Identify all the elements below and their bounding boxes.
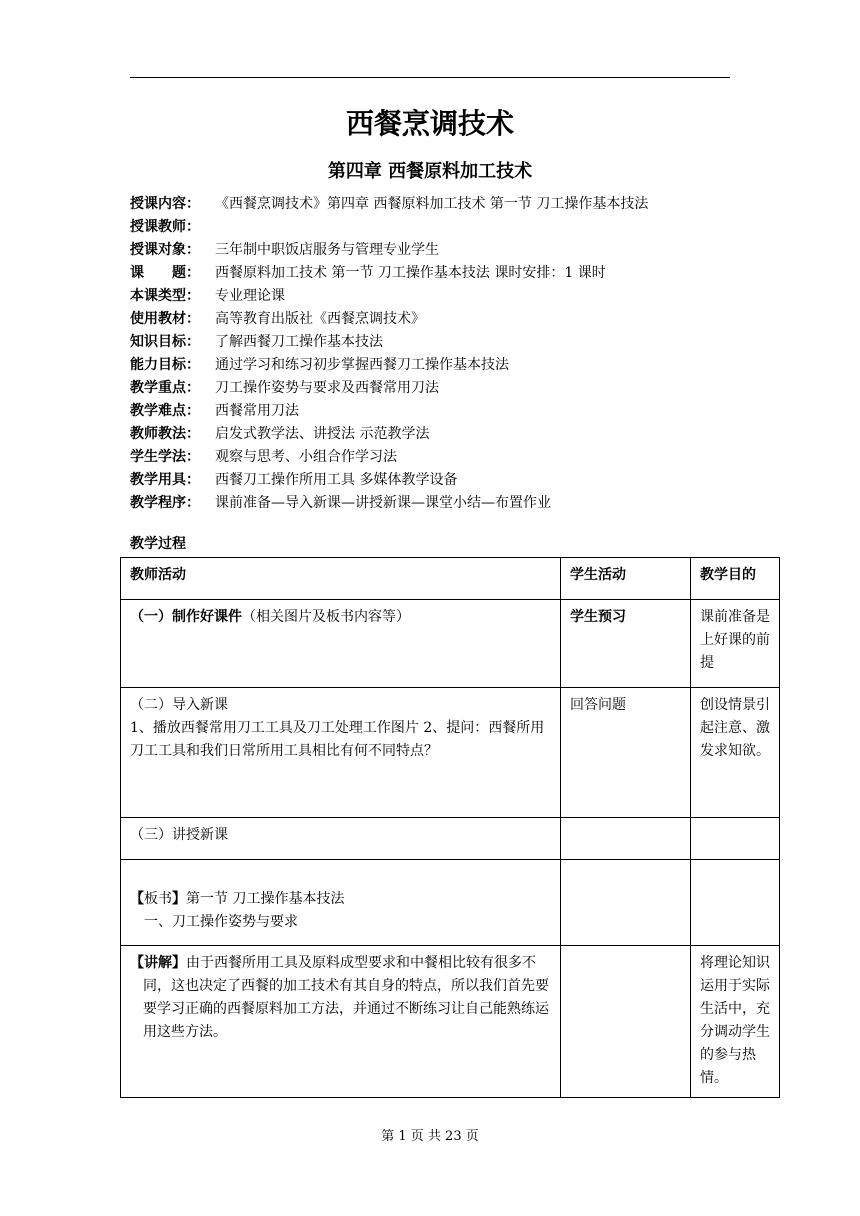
board-text: 第一节 刀工操作基本技法 bbox=[186, 891, 345, 907]
info-row-procedure bbox=[130, 492, 770, 515]
info-label: 学生学法： bbox=[130, 449, 200, 465]
info-label-part: 课 bbox=[130, 265, 144, 281]
info-row-content bbox=[130, 193, 770, 216]
info-value: 三年制中职饭店服务与管理专业学生 bbox=[215, 242, 439, 258]
board-heading bbox=[130, 888, 551, 911]
info-row-teach-method bbox=[130, 423, 770, 446]
info-value: 西餐刀工操作所用工具 多媒体教学设备 bbox=[215, 472, 458, 488]
board-subheading: 一、刀工操作姿势与要求 bbox=[144, 914, 298, 930]
info-value: 观察与思考、小组合作学习法 bbox=[215, 449, 397, 465]
student-activity-cell bbox=[561, 860, 691, 946]
table-header-row bbox=[121, 558, 780, 600]
info-label: 教师教法： bbox=[130, 426, 200, 442]
table-row bbox=[121, 688, 780, 818]
process-table bbox=[120, 557, 780, 1098]
header-cell-student: 学生活动 bbox=[561, 558, 691, 600]
header-cell-teacher: 教师活动 bbox=[121, 558, 561, 600]
info-label: 教学重点： bbox=[130, 380, 200, 396]
lecture-tag: 【讲解】 bbox=[130, 955, 186, 971]
student-activity-cell: 回答问题 bbox=[561, 688, 691, 818]
table-row bbox=[121, 860, 780, 946]
board-tag: 板书 bbox=[144, 891, 172, 907]
info-value: 课前准备—导入新课—讲授新课—课堂小结—布置作业 bbox=[215, 495, 551, 511]
info-value: 了解西餐刀工操作基本技法 bbox=[215, 334, 383, 350]
info-label: 使用教材： bbox=[130, 311, 200, 327]
table-row bbox=[121, 946, 780, 1098]
step-heading: （二）导入新课 bbox=[130, 697, 228, 713]
purpose-cell bbox=[691, 860, 780, 946]
info-value: 通过学习和练习初步掌握西餐刀工操作基本技法 bbox=[215, 357, 509, 373]
info-label: 授课内容： bbox=[130, 196, 200, 212]
info-label: 教学难点： bbox=[130, 403, 200, 419]
student-activity-cell bbox=[561, 600, 691, 688]
process-title: 教学过程 bbox=[130, 536, 186, 552]
info-row-knowledge bbox=[130, 331, 770, 354]
info-value: 西餐常用刀法 bbox=[215, 403, 299, 419]
student-activity: 学生预习 bbox=[570, 609, 626, 625]
info-row-learn-method bbox=[130, 446, 770, 469]
step-heading: （一）制作好课件 bbox=[130, 609, 242, 625]
table-row bbox=[121, 600, 780, 688]
info-value: 专业理论课 bbox=[215, 288, 285, 304]
step-note: （相关图片及板书内容等） bbox=[242, 609, 410, 625]
info-label: 教学程序： bbox=[130, 495, 200, 511]
info-value: 刀工操作姿势与要求及西餐常用刀法 bbox=[215, 380, 439, 396]
document-title: 西餐烹调技术 bbox=[345, 107, 514, 140]
info-row-textbook bbox=[130, 308, 770, 331]
teacher-activity-cell bbox=[121, 860, 561, 946]
info-row-type bbox=[130, 285, 770, 308]
student-activity-cell bbox=[561, 818, 691, 860]
page-footer: 第 1 页 共 23 页 bbox=[381, 1129, 479, 1144]
bracket: 】 bbox=[172, 891, 186, 907]
lesson-info bbox=[130, 193, 770, 515]
purpose-cell bbox=[691, 818, 780, 860]
info-label: 本课类型： bbox=[130, 288, 200, 304]
teacher-activity-cell bbox=[121, 600, 561, 688]
purpose-cell: 课前准备是上好课的前提 bbox=[691, 600, 780, 688]
info-row-audience bbox=[130, 239, 770, 262]
header-cell-purpose: 教学目的 bbox=[691, 558, 780, 600]
info-row-topic bbox=[130, 262, 770, 285]
info-value: 西餐原料加工技术 第一节 刀工操作基本技法 课时安排：1 课时 bbox=[215, 265, 606, 281]
info-row-teacher bbox=[130, 216, 770, 239]
info-row-ability bbox=[130, 354, 770, 377]
purpose-cell: 创设情景引起注意、激发求知欲。 bbox=[691, 688, 780, 818]
bracket: 【 bbox=[130, 891, 144, 907]
lecture-body: 由于西餐所用工具及原料成型要求和中餐相比较有很多不同，这也决定了西餐的加工技术有其自身的特点，所以我们首先要要学习正确的西餐原料加工方法，并通过不断练习让自己能熟练运用这些方法。 bbox=[143, 955, 549, 1040]
info-value: 《西餐烹调技术》第四章 西餐原料加工技术 第一节 刀工操作基本技法 bbox=[215, 196, 649, 212]
info-label-part: 题： bbox=[172, 265, 200, 281]
step-detail: 1、播放西餐常用刀工工具及刀工处理工作图片 2、提问：西餐所用刀工工具和我们日常所用工具相比有何不同特点？ bbox=[130, 720, 545, 759]
info-row-difficulty bbox=[130, 400, 770, 423]
info-label: 知识目标： bbox=[130, 334, 200, 350]
purpose-cell: 将理论知识运用于实际生活中，充分调动学生的参与热情。 bbox=[691, 946, 780, 1098]
table-row bbox=[121, 818, 780, 860]
chapter-title: 第四章 西餐原料加工技术 bbox=[327, 161, 533, 182]
info-label: 能力目标： bbox=[130, 357, 200, 373]
info-value: 启发式教学法、讲授法 示范教学法 bbox=[215, 426, 430, 442]
info-row-tools bbox=[130, 469, 770, 492]
lecture-text bbox=[130, 952, 551, 1044]
info-label bbox=[130, 262, 200, 285]
info-row-key bbox=[130, 377, 770, 400]
info-label: 授课对象： bbox=[130, 242, 200, 258]
info-value: 高等教育出版社《西餐烹调技术》 bbox=[215, 311, 425, 327]
info-label: 授课教师： bbox=[130, 219, 200, 235]
header-rule bbox=[130, 77, 730, 78]
teacher-activity-cell bbox=[121, 946, 561, 1098]
info-label: 教学用具： bbox=[130, 472, 200, 488]
teacher-activity-cell: （三）讲授新课 bbox=[121, 818, 561, 860]
teacher-activity-cell bbox=[121, 688, 561, 818]
student-activity-cell bbox=[561, 946, 691, 1098]
